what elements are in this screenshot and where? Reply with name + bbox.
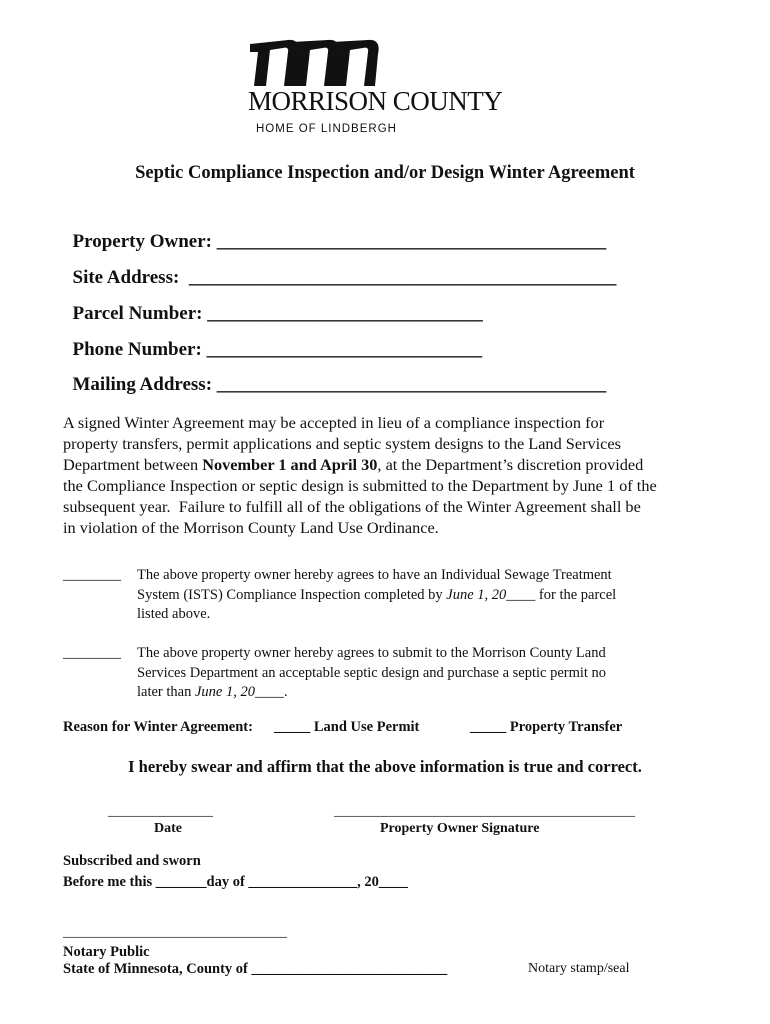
field-blank[interactable]: _________________________________________: [216, 231, 607, 252]
before-me-line[interactable]: Before me this _______day of _______________, 20____: [63, 874, 408, 890]
field-blank[interactable]: _________________________________________: [216, 374, 607, 395]
notary-stamp-label: Notary stamp/seal: [528, 961, 630, 976]
intro-line: subsequent year. Failure to fulfill all of the obligations of the Winter Agreement shall be: [63, 497, 641, 516]
date-signature-line[interactable]: _______________: [108, 804, 213, 819]
intro-line: in violation of the Morrison County Land Use Ordinance.: [63, 518, 439, 537]
land-use-permit-option[interactable]: _____ Land Use Permit: [274, 719, 420, 735]
county-name: MORRISON COUNTY: [248, 86, 503, 116]
intro-line: Department between November 1 and April 30, at the Department’s discretion provided: [63, 455, 644, 474]
form-title: Septic Compliance Inspection and/or Design Winter Agreement: [135, 163, 635, 183]
field-blank[interactable]: _____________________________: [206, 339, 483, 360]
notary-signature-line[interactable]: ________________________________: [63, 925, 287, 940]
date-label: Date: [154, 821, 182, 836]
intro-paragraph: [63, 412, 718, 538]
inspection-initial-blank[interactable]: ________: [63, 567, 121, 583]
intro-line: the Compliance Inspection or septic design is submitted to the Department by June 1 of the: [63, 476, 657, 495]
field-label: Parcel Number:: [72, 303, 203, 324]
reason-label: Reason for Winter Agreement:: [63, 719, 253, 735]
affirmation-statement: I hereby swear and affirm that the above information is true and correct.: [128, 757, 642, 776]
design-clause: The above property owner hereby agrees to submit to the Morrison County Land Services Department an acceptable septic design and purchase a septic permit no later than June 1, 20____.: [137, 645, 607, 700]
field-label: Mailing Address:: [72, 374, 213, 395]
intro-line: property transfers, permit applications and septic system designs to the Land Services: [63, 434, 621, 453]
mailing-address-field[interactable]: [63, 352, 606, 396]
field-blank[interactable]: _____________________________: [207, 303, 483, 324]
field-label: Phone Number:: [72, 339, 202, 360]
inspection-clause: The above property owner hereby agrees to have an Individual Sewage Treatment System (ISTS) Compliance Inspection completed by June 1, 20____ for the parcel listed above.: [137, 567, 617, 622]
notary-public-label: Notary Public: [63, 944, 150, 960]
date-range: November 1 and April 30: [202, 455, 378, 474]
owner-signature-line[interactable]: ___________________________________________: [334, 804, 635, 819]
subscribed-text: Subscribed and sworn: [63, 853, 201, 869]
owner-signature-label: Property Owner Signature: [380, 821, 540, 836]
field-label: Property Owner:: [72, 231, 212, 252]
logo-emblem: [250, 40, 299, 86]
intro-line: A signed Winter Agreement may be accepted in lieu of a compliance inspection for: [63, 413, 605, 432]
field-blank[interactable]: _____________________________________________: [188, 267, 617, 288]
notary-county-line[interactable]: State of Minnesota, County of ___________________________: [63, 961, 448, 977]
county-tagline: HOME OF LINDBERGH: [256, 123, 397, 135]
design-initial-blank[interactable]: ________: [63, 645, 121, 661]
field-label: Site Address:: [72, 267, 180, 288]
property-transfer-option[interactable]: _____ Property Transfer: [470, 719, 623, 735]
